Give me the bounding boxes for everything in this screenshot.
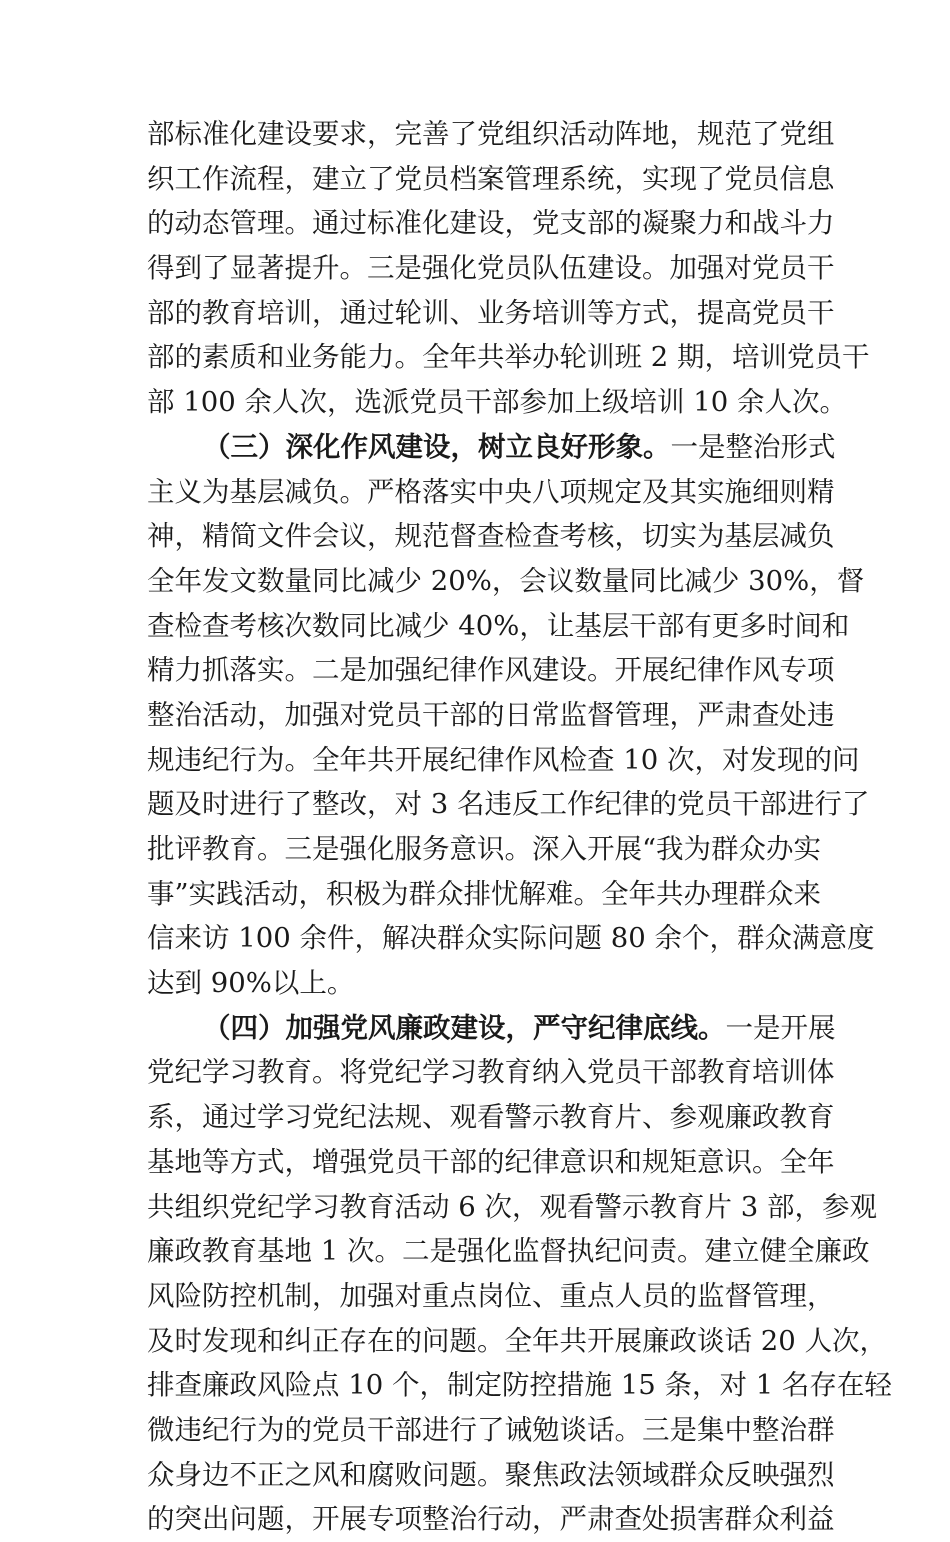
text-line: 织工作流程，建立了党员档案管理系统，实现了党员信息 (147, 162, 835, 195)
paragraph-first-line (147, 1006, 836, 1051)
text-line: 的突出问题，开展专项整治行动，严肃查处损害群众利益 (147, 1503, 835, 1536)
text-line: 微违纪行为的党员干部进行了诫勉谈话。三是集中整治群 (147, 1413, 835, 1446)
text-line: 及时发现和纠正存在的问题。全年共开展廉政谈话 20 人次， (147, 1324, 887, 1357)
text-run: 一是开展 (725, 1011, 836, 1044)
text-line: 整治活动，加强对党员干部的日常监督管理，严肃查处违 (147, 698, 835, 731)
text-line: 规违纪行为。全年共开展纪律作风检查 10 次，对发现的问 (147, 743, 860, 776)
paragraph-2 (147, 425, 875, 1006)
text-line: 党纪学习教育。将党纪学习教育纳入党员干部教育培训体 (147, 1056, 835, 1089)
text-line: 排查廉政风险点 10 个，制定防控措施 15 条，对 1 名存在轻 (147, 1369, 892, 1402)
text-line: 精力抓落实。二是加强纪律作风建设。开展纪律作风专项 (147, 654, 835, 687)
text-line: 部 100 余人次，选派党员干部参加上级培训 10 余人次。 (147, 386, 847, 419)
text-line: 部标准化建设要求，完善了党组织活动阵地，规范了党组 (147, 118, 835, 150)
paragraph-1 (147, 112, 870, 425)
text-line: 批评教育。三是强化服务意识。深入开展“我为群众办实 (147, 833, 822, 865)
text-line: 众身边不正之风和腐败问题。聚焦政法领域群众反映强烈 (147, 1458, 835, 1491)
text-line: 达到 90%以上。 (147, 967, 355, 1000)
text-line: 廉政教育基地 1 次。二是强化监督执纪问责。建立健全廉政 (147, 1235, 870, 1268)
text-line: 的动态管理。通过标准化建设，党支部的凝聚力和战斗力 (147, 207, 835, 240)
text-line: 信来访 100 余件，解决群众实际问题 80 余个，群众满意度 (147, 922, 875, 955)
text-line: 事”实践活动，积极为群众排忧解难。全年共办理群众来 (147, 877, 822, 910)
text-line: 部的教育培训，通过轮训、业务培训等方式，提高党员干 (147, 296, 835, 329)
section-heading: （三）深化作风建设，树立良好形象。 (203, 430, 671, 463)
text-line: 神，精简文件会议，规范督查检查考核，切实为基层减负 (147, 520, 835, 553)
text-line: 系，通过学习党纪法规、观看警示教育片、参观廉政教育 (147, 1101, 835, 1134)
text-line: 得到了显著提升。三是强化党员队伍建设。加强对党员干 (147, 252, 835, 285)
text-line: 部的素质和业务能力。全年共举办轮训班 2 期，培训党员干 (147, 341, 870, 374)
paragraph-3 (147, 1006, 892, 1542)
text-line: 主义为基层减负。严格落实中央八项规定及其实施细则精 (147, 475, 835, 508)
document-page (147, 112, 892, 1542)
text-line: 共组织党纪学习教育活动 6 次，观看警示教育片 3 部，参观 (147, 1190, 877, 1223)
text-run: 一是整治形式 (670, 430, 836, 463)
section-heading: （四）加强党风廉政建设，严守纪律底线。 (203, 1011, 726, 1044)
text-line: 风险防控机制，加强对重点岗位、重点人员的监督管理， (147, 1279, 835, 1312)
text-line: 题及时进行了整改，对 3 名违反工作纪律的党员干部进行了 (147, 788, 870, 821)
paragraph-first-line (147, 425, 836, 470)
text-line: 全年发文数量同比减少 20%，会议数量同比减少 30%，督 (147, 564, 865, 597)
text-line: 查检查考核次数同比减少 40%，让基层干部有更多时间和 (147, 609, 850, 642)
text-line: 基地等方式，增强党员干部的纪律意识和规矩意识。全年 (147, 1145, 835, 1178)
